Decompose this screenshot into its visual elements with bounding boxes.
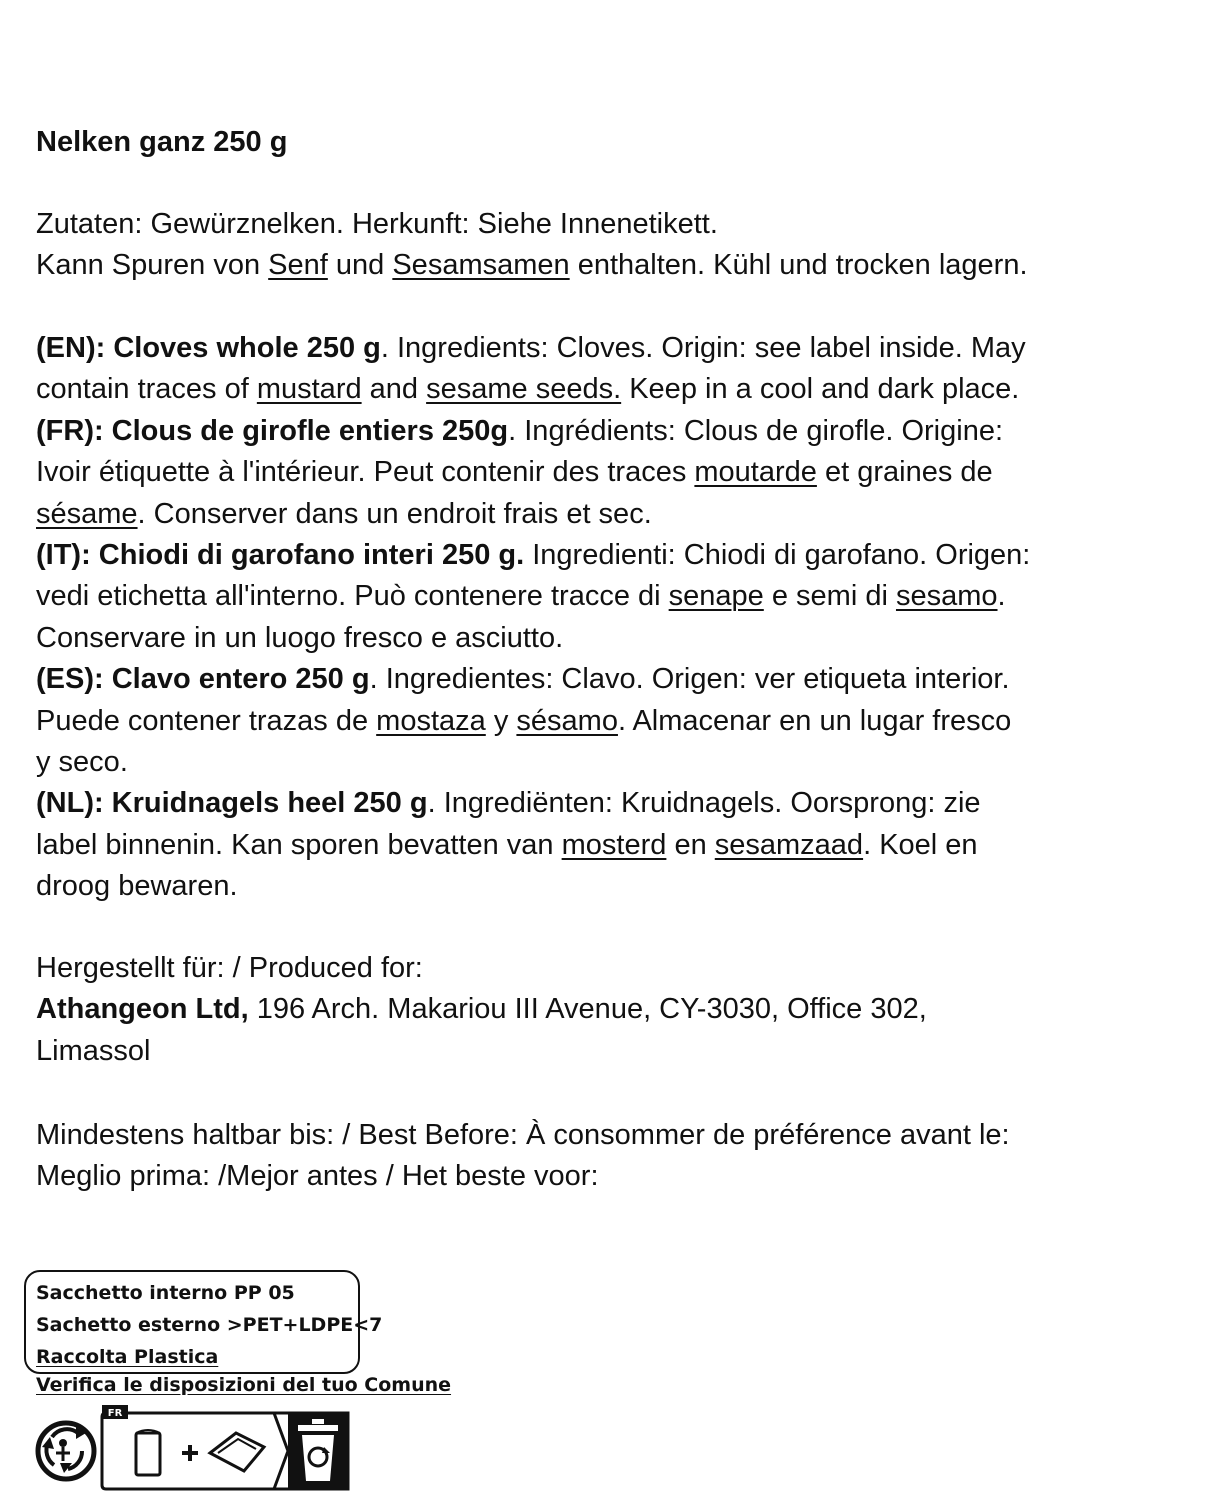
best-before-section bbox=[36, 1115, 1196, 1198]
it-line-2: vedi etichetta all'interno. Può contenere tracce di senape e semi di sesamo. bbox=[36, 580, 1006, 613]
verify-municipality-text: Verifica le disposizioni del tuo Comune bbox=[36, 1374, 452, 1396]
triman-logo bbox=[32, 1403, 362, 1499]
allergen-sesamsamen: Sesamsamen bbox=[392, 249, 570, 282]
plastic-collection-text: Raccolta Plastica bbox=[36, 1346, 219, 1368]
german-section bbox=[36, 204, 1196, 287]
producer-heading: Hergestellt für: / Produced for: bbox=[36, 952, 423, 984]
product-title: Nelken ganz 250 g bbox=[36, 126, 288, 158]
it-line-3: Conservare in un luogo fresco e asciutto. bbox=[36, 621, 564, 654]
fr-label: (FR): Clous de girofle entiers 250g bbox=[36, 414, 509, 447]
multilingual-section bbox=[36, 328, 1196, 907]
allergen-sesame-seeds: sesame seeds. bbox=[426, 373, 622, 406]
producer-company: Athangeon Ltd, bbox=[36, 993, 249, 1026]
es-line-2: Puede contener trazas de mostaza y sésamo. Almacenar en un lugar fresco bbox=[36, 704, 1012, 737]
inner-bag-text: Sacchetto interno PP 05 bbox=[36, 1282, 295, 1304]
german-allergens-line: Kann Spuren von Senf und Sesamsamen enthalten. Kühl und trocken lagern. bbox=[36, 249, 1028, 282]
recycling-bin-icon bbox=[288, 1413, 348, 1489]
recycling-info-box bbox=[24, 1270, 383, 1374]
german-ingredients-line: Zutaten: Gewürznelken. Herkunft: Siehe Innenetikett. bbox=[36, 208, 718, 240]
en-line-2: contain traces of mustard and sesame seeds. Keep in a cool and dark place. bbox=[36, 373, 1020, 406]
allergen-mostaza: mostaza bbox=[376, 704, 486, 737]
producer-city: Limassol bbox=[36, 1034, 151, 1067]
allergen-sesamo-it: sesamo bbox=[895, 580, 998, 613]
allergen-sesamo-es: sésamo bbox=[516, 704, 618, 737]
producer-section bbox=[36, 948, 1196, 1072]
nl-line-3: droog bewaren. bbox=[36, 870, 238, 903]
best-before-line-2: Meglio prima: /Mejor antes / Het beste voor: bbox=[36, 1160, 599, 1193]
allergen-sesame-fr: sésame bbox=[36, 497, 138, 530]
fr-line-2: Ivoir étiquette à l'intérieur. Peut contenir des traces moutarde et graines de bbox=[36, 456, 993, 489]
nl-line-2: label binnenin. Kan sporen bevatten van mosterd en sesamzaad. Koel en bbox=[36, 828, 978, 861]
allergen-mustard: mustard bbox=[256, 373, 362, 406]
it-label: (IT): Chiodi di garofano interi 250 g. bbox=[36, 538, 525, 571]
producer-address-line: Athangeon Ltd, 196 Arch. Makariou III Avenue, CY-3030, Office 302, bbox=[36, 993, 927, 1026]
es-label: (ES): Clavo entero 250 g bbox=[36, 663, 370, 696]
fr-line-3: sésame. Conserver dans un endroit frais et sec. bbox=[36, 497, 652, 530]
allergen-sesamzaad: sesamzaad bbox=[714, 828, 864, 861]
triman-icon bbox=[38, 1423, 94, 1479]
nl-line-1: (NL): Kruidnagels heel 250 g. Ingrediënten: Kruidnagels. Oorsprong: zie bbox=[36, 787, 981, 820]
allergen-senf: Senf bbox=[268, 249, 328, 282]
en-label: (EN): Cloves whole 250 g bbox=[36, 332, 381, 364]
it-line-1: (IT): Chiodi di garofano interi 250 g. Ingredienti: Chiodi di garofano. Origen: bbox=[36, 538, 1031, 571]
allergen-mosterd: mosterd bbox=[561, 828, 667, 861]
nl-label: (NL): Kruidnagels heel 250 g bbox=[36, 787, 428, 820]
es-line-1: (ES): Clavo entero 250 g. Ingredientes: Clavo. Origen: ver etiqueta interior. bbox=[36, 663, 1010, 696]
fr-line-1: (FR): Clous de girofle entiers 250g. Ingrédients: Clous de girofle. Origine: bbox=[36, 414, 1004, 447]
allergen-moutarde: moutarde bbox=[694, 456, 817, 489]
fr-tag-text: FR bbox=[107, 1408, 123, 1419]
best-before-line-1: Mindestens haltbar bis: / Best Before: À consommer de préférence avant le: bbox=[36, 1119, 1010, 1151]
es-line-3: y seco. bbox=[36, 745, 128, 778]
allergen-senape: senape bbox=[668, 580, 764, 613]
outer-bag-text: Sachetto esterno >PET+LDPE<7 bbox=[36, 1314, 383, 1336]
en-line-1: (EN): Cloves whole 250 g. Ingredients: Cloves. Origin: see label inside. May bbox=[36, 332, 1026, 364]
